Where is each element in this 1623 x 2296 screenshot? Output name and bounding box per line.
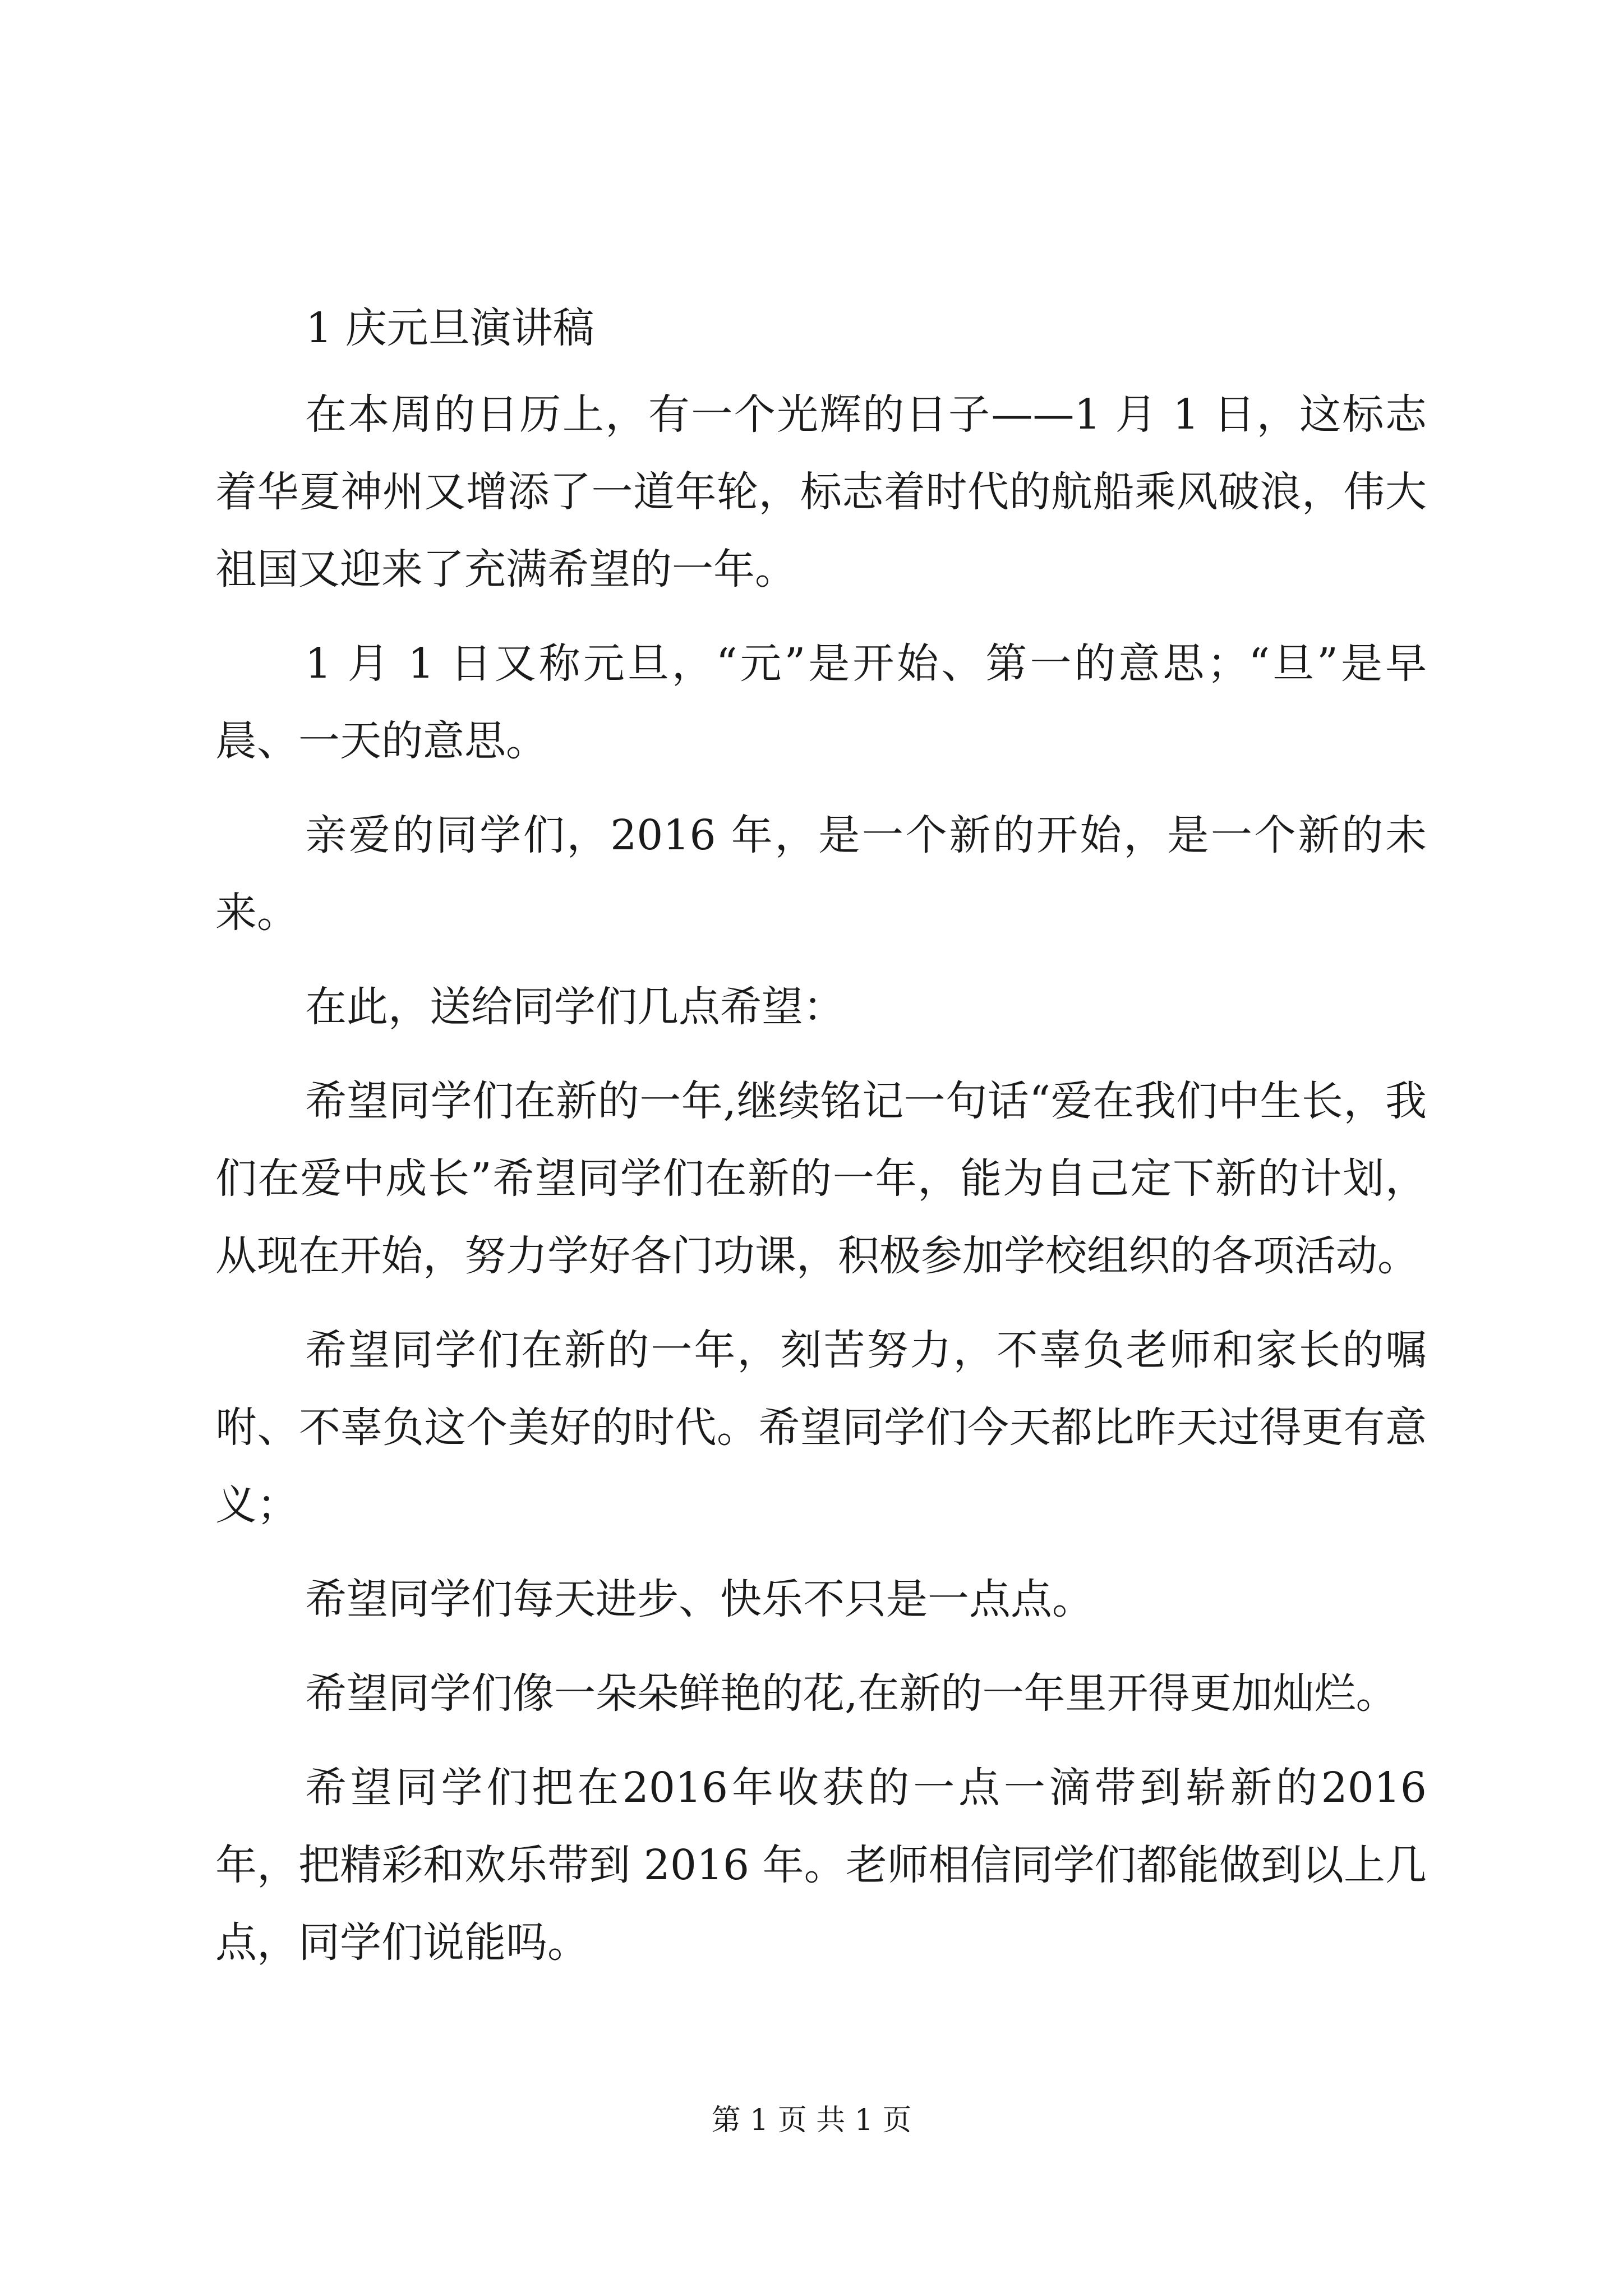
- paragraph: 在本周的日历上，有一个光辉的日子——1 月 1 日，这标志着华夏神州又增添了一道年轮，标志着时代的航船乘风破浪，伟大祖国又迎来了充满希望的一年。: [215, 390, 1427, 593]
- document-body: [215, 376, 1427, 1998]
- paragraph: 希望同学们像一朵朵鲜艳的花,在新的一年里开得更加灿烂。: [305, 1669, 1398, 1718]
- document-title: 1 庆元旦演讲稿: [306, 304, 594, 352]
- paragraph: 希望同学们把在2016年收获的一点一滴带到崭新的2016年，把精彩和欢乐带到 2016 年。老师相信同学们都能做到以上几点，同学们说能吗。: [215, 1764, 1427, 1967]
- page-footer: 第 1 页 共 1 页: [711, 2104, 912, 2137]
- paragraph: 亲爱的同学们，2016 年，是一个新的开始，是一个新的未来。: [215, 811, 1427, 937]
- paragraph: 希望同学们在新的一年，刻苦努力，不辜负老师和家长的嘱咐、不辜负这个美好的时代。希望同学们今天都比昨天过得更有意义；: [215, 1326, 1427, 1529]
- paragraph: 希望同学们在新的一年,继续铭记一句话“爱在我们中生长，我们在爱中成长”希望同学们在新的一年，能为自己定下新的计划，从现在开始，努力学好各门功课，积极参加学校组织的各项活动。: [215, 1077, 1427, 1280]
- paragraph: 希望同学们每天进步、快乐不只是一点点。: [305, 1575, 1094, 1623]
- paragraph: 在此，送给同学们几点希望：: [305, 983, 845, 1031]
- paragraph: 1 月 1 日又称元旦，“元”是开始、第一的意思；“旦”是早晨、一天的意思。: [215, 639, 1427, 765]
